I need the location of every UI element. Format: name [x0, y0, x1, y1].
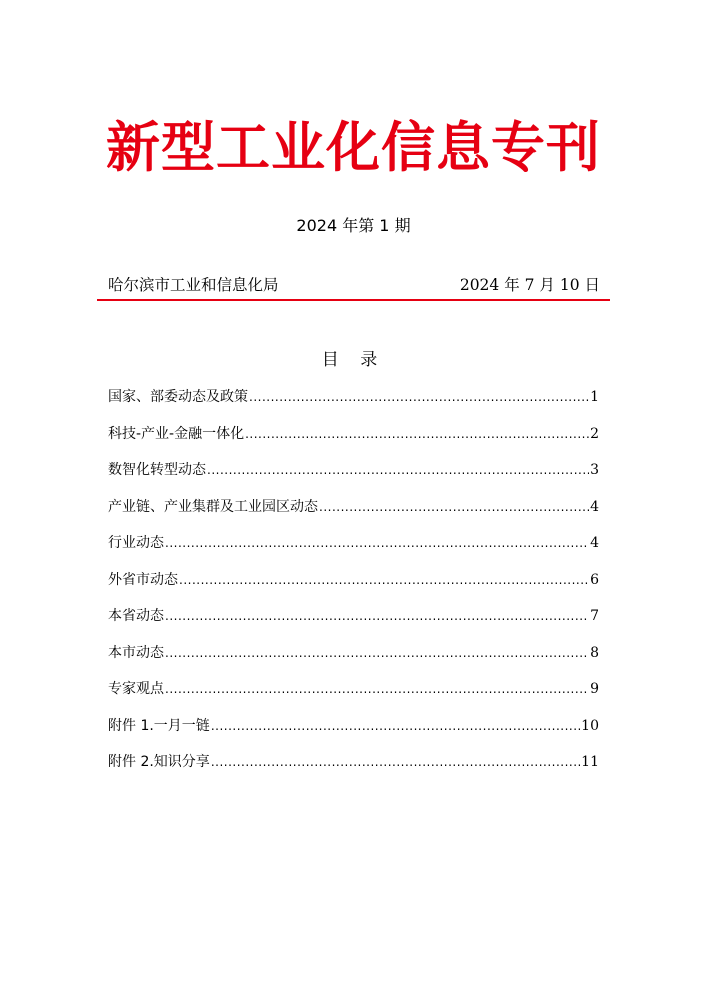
toc-item-tech-industry-finance[interactable]	[108, 423, 599, 460]
toc-item-label: 附件 2.知识分享	[108, 754, 210, 770]
issuer-name: 哈尔滨市工业和信息化局	[108, 276, 279, 294]
issuer-row	[108, 274, 600, 296]
toc-item-label: 科技-产业-金融一体化	[108, 425, 245, 442]
toc-page-number: 9	[590, 681, 599, 697]
toc-item-label: 产业链、产业集群及工业园区动态	[108, 498, 318, 515]
toc-item-appendix-1[interactable]	[108, 715, 599, 752]
issue-number: 2024 年第 1 期	[296, 216, 411, 235]
masthead-title: 新型工业化信息专刊	[106, 116, 601, 179]
toc-item-appendix-2[interactable]	[108, 751, 599, 788]
toc-page-number: 4	[590, 535, 599, 551]
toc-dot-leader	[245, 423, 589, 445]
toc-page-number: 1	[590, 389, 599, 405]
toc-item-label: 外省市动态	[108, 571, 178, 588]
toc-item-other-provinces[interactable]	[108, 569, 599, 606]
toc-item-digital-transformation[interactable]	[108, 459, 599, 496]
toc-item-label: 数智化转型动态	[108, 462, 206, 478]
toc-dot-leader	[207, 459, 589, 481]
toc-item-label: 专家观点	[108, 681, 164, 697]
toc-dot-leader	[165, 605, 589, 627]
toc-item-label: 本市动态	[108, 644, 164, 661]
toc-dot-leader	[165, 642, 589, 664]
toc-page-number: 4	[590, 498, 599, 515]
toc-item-national-policy[interactable]	[108, 386, 599, 423]
toc-page-number: 3	[590, 462, 599, 478]
toc-page-number: 11	[581, 754, 599, 770]
toc-page-number: 6	[590, 571, 599, 588]
toc-dot-leader	[179, 569, 589, 591]
toc-item-label: 附件 1.一月一链	[108, 717, 210, 734]
toc-title: 目 录	[321, 350, 386, 370]
toc-item-label: 行业动态	[108, 535, 164, 551]
toc-item-city-news[interactable]	[108, 642, 599, 679]
issue-date: 2024 年 7 月 10 日	[459, 276, 600, 294]
toc-page-number: 8	[590, 644, 599, 661]
toc-item-label: 国家、部委动态及政策	[108, 389, 248, 405]
toc-item-expert-views[interactable]	[108, 678, 599, 715]
toc-page-number: 2	[590, 425, 599, 442]
toc-dot-leader	[165, 678, 589, 700]
toc-item-label: 本省动态	[108, 608, 164, 624]
toc-item-industrial-chain[interactable]	[108, 496, 599, 533]
toc-dot-leader	[319, 496, 589, 518]
table-of-contents	[108, 386, 599, 788]
toc-dot-leader	[249, 386, 589, 408]
toc-item-industry-news[interactable]	[108, 532, 599, 569]
toc-dot-leader	[165, 532, 589, 554]
toc-page-number: 7	[590, 608, 599, 624]
toc-dot-leader	[211, 751, 580, 773]
toc-dot-leader	[211, 715, 580, 737]
toc-page-number: 10	[581, 717, 599, 734]
toc-item-province-news[interactable]	[108, 605, 599, 642]
red-divider	[97, 299, 610, 301]
